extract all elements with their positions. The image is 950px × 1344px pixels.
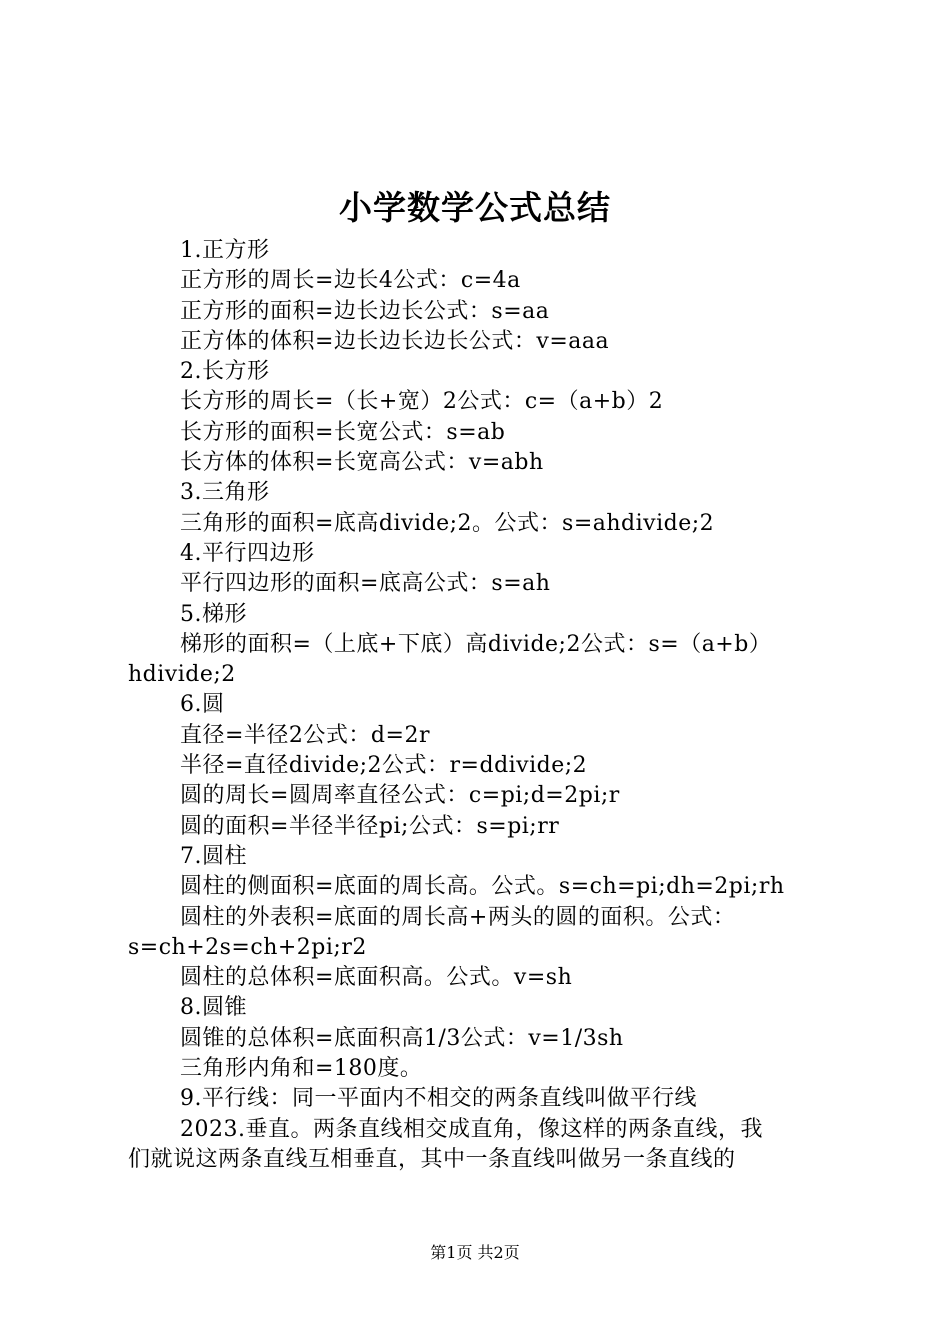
formula-line: 直径=半径2公式：d=2r bbox=[180, 722, 430, 748]
section-heading-parallelogram: 4.平行四边形 bbox=[180, 540, 315, 566]
formula-line-continuation: s=ch+2s=ch+2pi;r2 bbox=[128, 934, 367, 960]
formula-line: 正方体的体积=边长边长边长公式：v=aaa bbox=[180, 328, 610, 354]
formula-line-continuation: hdivide;2 bbox=[128, 662, 236, 688]
formula-line: 圆柱的侧面积=底面的周长高。公式。s=ch=pi;dh=2pi;rh bbox=[180, 874, 785, 900]
formula-line: 梯形的面积=（上底+下底）高divide;2公式：s=（a+b） bbox=[180, 631, 772, 657]
formula-line: 圆柱的总体积=底面积高。公式。v=sh bbox=[180, 965, 573, 991]
formula-line: 圆的面积=半径半径pi;公式：s=pi;rr bbox=[180, 813, 560, 839]
formula-line: 长方形的周长=（长+宽）2公式：c=（a+b）2 bbox=[180, 389, 664, 415]
formula-line: 半径=直径divide;2公式：r=ddivide;2 bbox=[180, 753, 588, 779]
document-body bbox=[128, 236, 828, 1175]
page-title: 小学数学公式总结 bbox=[339, 188, 611, 227]
section-heading-square: 1.正方形 bbox=[180, 238, 270, 263]
section-heading-triangle: 3.三角形 bbox=[180, 480, 270, 506]
definition-perpendicular: 2023.垂直。两条直线相交成直角，像这样的两条直线，我 bbox=[180, 1116, 763, 1142]
formula-line: 平行四边形的面积=底高公式：s=ah bbox=[180, 571, 551, 597]
definition-parallel-lines: 9.平行线：同一平面内不相交的两条直线叫做平行线 bbox=[180, 1086, 697, 1112]
section-heading-cylinder: 7.圆柱 bbox=[180, 843, 247, 869]
formula-line: 正方形的面积=边长边长公式：s=aa bbox=[180, 298, 550, 324]
formula-line: 长方体的体积=长宽高公式：v=abh bbox=[180, 450, 544, 476]
formula-line: 三角形的面积=底高divide;2。公式：s=ahdivide;2 bbox=[180, 510, 715, 536]
page-footer: 第1页 共2页 bbox=[430, 1243, 520, 1262]
formula-line: 圆的周长=圆周率直径公式：c=pi;d=2pi;r bbox=[180, 783, 620, 809]
formula-line: 正方形的周长=边长4公式：c=4a bbox=[180, 268, 521, 294]
definition-perpendicular-continuation: 们就说这两条直线互相垂直，其中一条直线叫做另一条直线的 bbox=[128, 1146, 736, 1172]
section-heading-circle: 6.圆 bbox=[180, 692, 225, 718]
section-heading-rectangle: 2.长方形 bbox=[180, 359, 270, 385]
formula-line: 长方形的面积=长宽公式：s=ab bbox=[180, 419, 506, 445]
formula-line: 圆柱的外表积=底面的周长高+两头的圆的面积。公式： bbox=[180, 904, 736, 930]
section-heading-cone: 8.圆锥 bbox=[180, 995, 247, 1021]
formula-line: 三角形内角和=180度。 bbox=[180, 1056, 423, 1082]
section-heading-trapezoid: 5.梯形 bbox=[180, 601, 247, 627]
formula-line: 圆锥的总体积=底面积高1/3公式：v=1/3sh bbox=[180, 1025, 624, 1051]
